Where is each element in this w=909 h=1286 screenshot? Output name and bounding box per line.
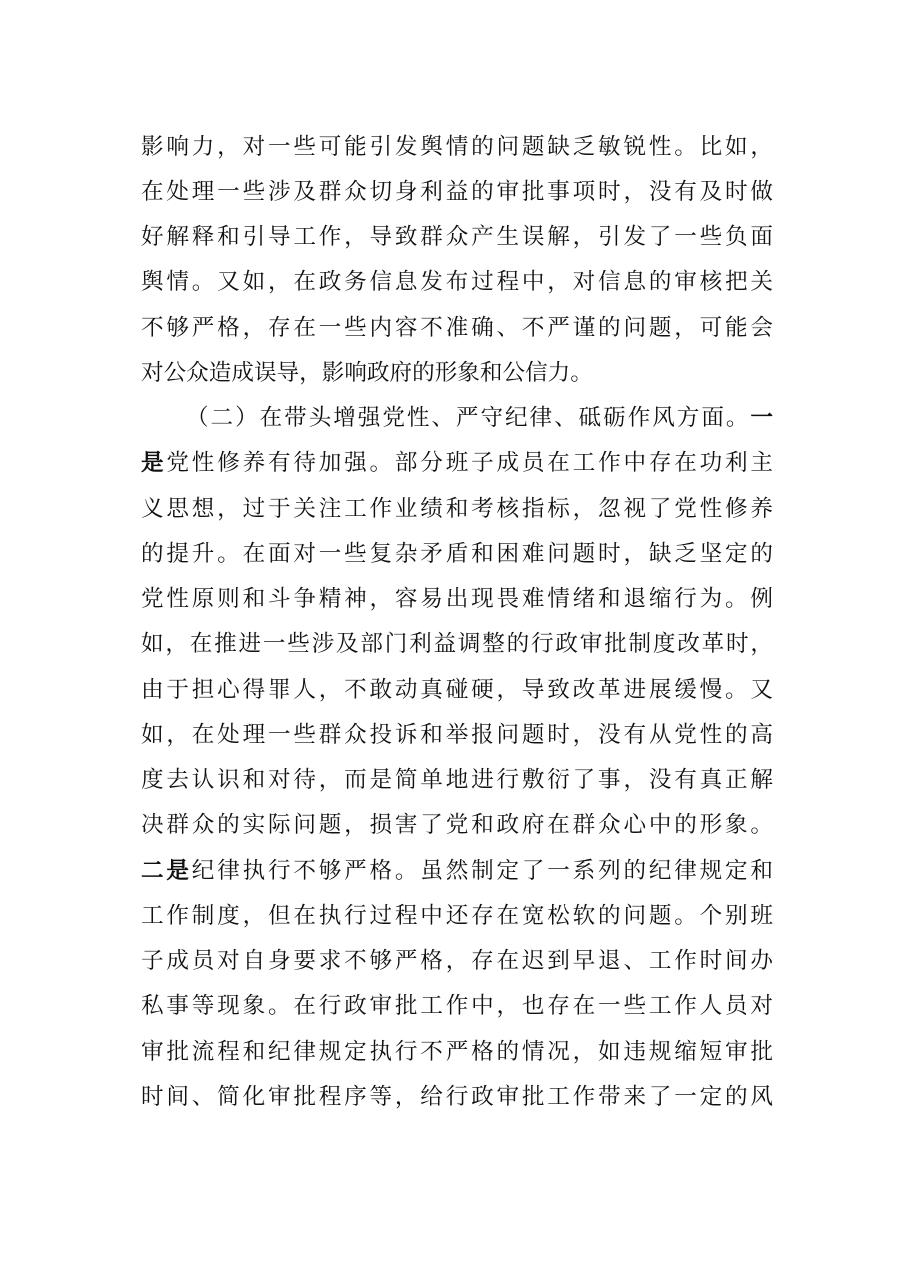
text-line-17 [141, 851, 773, 891]
text-line-6: 对公众造成误导，影响政府的形象和公信力。 [141, 360, 593, 386]
text-line-11: 党性原则和斗争精神，容易出现畏难情绪和退缩行为。例 [141, 586, 773, 612]
section-heading-line [186, 398, 773, 438]
text-line-3: 好解释和引导工作，导致群众产生误解，引发了一些负面 [141, 224, 773, 250]
text-line-14: 如，在处理一些群众投诉和举报问题时，没有从党性的高 [141, 722, 773, 748]
text-line-12: 如，在推进一些涉及部门利益调整的行政审批制度改革时， [141, 631, 773, 657]
text-line-8 [141, 443, 773, 483]
text-line-19: 子成员对自身要求不够严格，存在迟到早退、工作时间办 [141, 948, 773, 974]
text-line-16: 决群众的实际问题，损害了党和政府在群众心中的形象。 [141, 812, 773, 838]
text-line-22: 时间、简化审批程序等，给行政审批工作带来了一定的风 [141, 1084, 773, 1110]
section-heading-text: （二）在带头增强党性、严守纪律、砥砺作风方面。 [186, 405, 751, 431]
text-line-4: 舆情。又如，在政务信息发布过程中，对信息的审核把关 [141, 269, 773, 295]
text-line-2: 在处理一些涉及群众切身利益的审批事项时，没有及时做 [141, 179, 773, 205]
text-line-10: 的提升。在面对一些复杂矛盾和困难问题时，缺乏坚定的 [141, 541, 773, 567]
text-line-1: 影响力，对一些可能引发舆情的问题缺乏敏锐性。比如， [141, 134, 773, 160]
text-line-5: 不够严格，存在一些内容不准确、不严谨的问题，可能会 [141, 315, 773, 341]
text-line-13: 由于担心得罪人，不敢动真碰硬，导致改革进展缓慢。又 [141, 677, 773, 703]
point-two-text: 纪律执行不够严格。虽然制定了一系列的纪律规定和 [191, 858, 774, 884]
point-one-text: 党性修养有待加强。部分班子成员在工作中存在功利主 [166, 450, 774, 476]
text-line-20: 私事等现象。在行政审批工作中，也存在一些工作人员对 [141, 993, 773, 1019]
point-two-marker: 二是 [141, 858, 192, 884]
text-line-18: 工作制度，但在执行过程中还存在宽松软的问题。个别班 [141, 903, 773, 929]
text-line-9: 义思想，过于关注工作业绩和考核指标，忽视了党性修养 [141, 496, 773, 522]
text-line-21: 审批流程和纪律规定执行不严格的情况，如违规缩短审批 [141, 1039, 773, 1065]
point-one-marker-b: 是 [141, 450, 167, 476]
point-one-marker-a: 一 [750, 405, 773, 431]
text-line-15: 度去认识和对待，而是简单地进行敷衍了事，没有真正解 [141, 767, 773, 793]
